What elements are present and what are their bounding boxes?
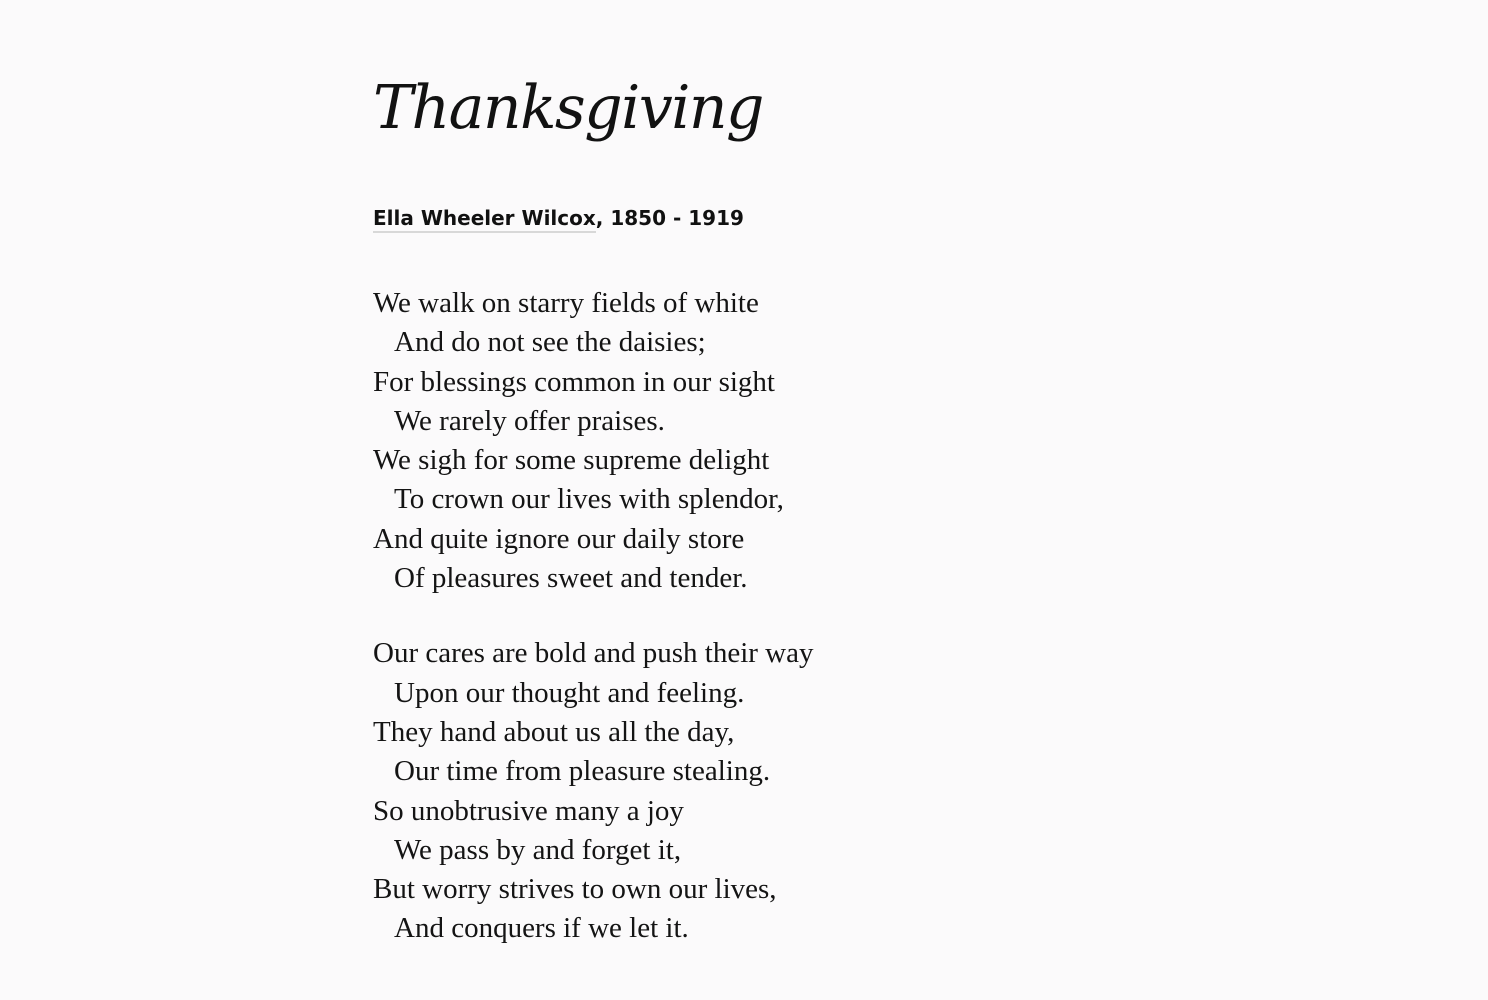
poem-line: They hand about us all the day,: [373, 715, 735, 748]
author-link[interactable]: Ella Wheeler Wilcox: [373, 206, 596, 233]
poem-line: We walk on starry fields of white: [373, 287, 759, 319]
stanza: [373, 634, 1073, 948]
poem-line: We rarely offer praises.: [394, 404, 665, 437]
poem-line: To crown our lives with splendor,: [394, 483, 784, 516]
poem-line: Of pleasures sweet and tender.: [394, 562, 748, 595]
poem-line: We sigh for some supreme delight: [373, 444, 770, 477]
poem-line: So unobtrusive many a joy: [373, 794, 684, 827]
poem-line: For blessings common in our sight: [373, 365, 775, 398]
poem-body: [373, 284, 1073, 949]
poem-line: We pass by and forget it,: [394, 833, 682, 866]
author-dates: , 1850 - 1919: [595, 206, 744, 230]
poem-line: Our cares are bold and push their way: [373, 637, 814, 670]
poem-title: Thanksgiving: [373, 73, 763, 143]
poem-line: And quite ignore our daily store: [373, 522, 745, 555]
poem-line: And conquers if we let it.: [394, 912, 689, 945]
byline: [373, 204, 1073, 244]
poem-line: Upon our thought and feeling.: [394, 676, 745, 709]
poem-content: [373, 68, 1073, 985]
poem-line: And do not see the daisies;: [394, 326, 706, 359]
poem-line: But worry strives to own our lives,: [373, 873, 777, 906]
poem-line: Our time from pleasure stealing.: [394, 755, 771, 788]
stanza: [373, 284, 1073, 598]
